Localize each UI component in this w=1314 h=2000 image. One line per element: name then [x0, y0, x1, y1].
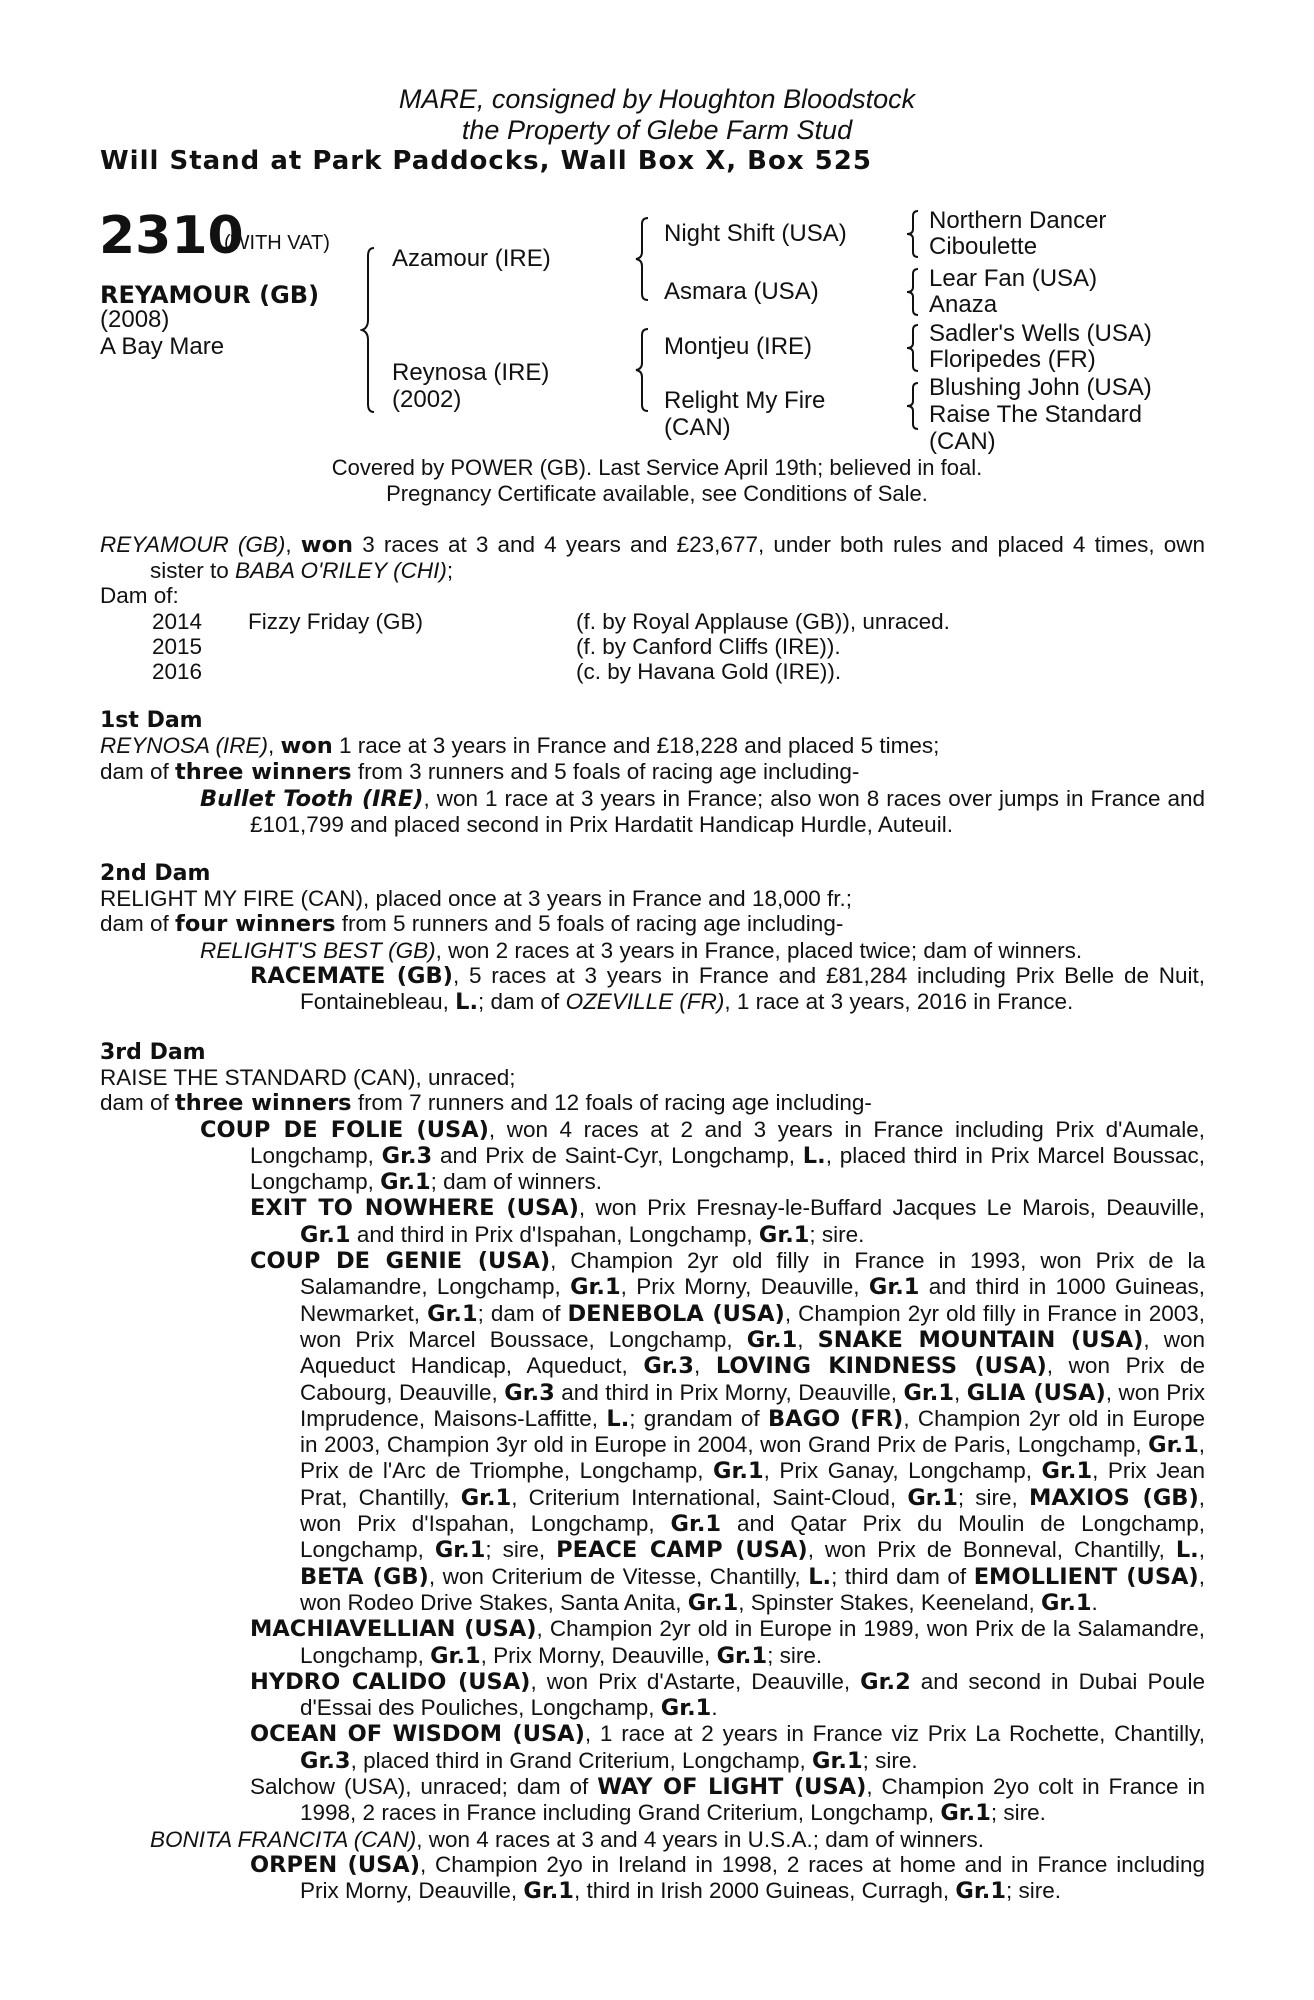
pedigree-sire-dam: Asmara (USA) — [664, 278, 819, 305]
horse-name: REYAMOUR (GB) — [100, 281, 320, 309]
covered-line: Covered by POWER (GB). Last Service April 19th; believed in foal. — [331, 455, 983, 480]
second-dam-text: RELIGHT MY FIRE (CAN), placed once at 3 years in France and 18,000 fr.; dam of four winners from 5 runners and 5 foals of racing age including- RELIGHT'S BEST (GB), won 2 races at 3 years in France, placed twice; dam of winners. RACEMATE (GB), 5 races at 3 years in France and £81,284 including Prix Belle de Nuit, Fontainebleau, L.; dam of OZEVILLE (FR), 1 race at 3 years, 2016 in France. — [100, 886, 1205, 1016]
pedigree-brace-sire — [634, 214, 660, 304]
first-dam-text: REYNOSA (IRE), won 1 race at 3 years in France and £18,228 and placed 5 times; dam of three winners from 3 runners and 5 foals of racing age including- Bullet Tooth (IRE), won 1 race at 3 years in France; also won 8 races over jumps in France and £101,799 and placed second in Prix Hardatit Handicap Hurdle, Auteuil. — [100, 733, 1206, 837]
produce-note-2015: (f. by Canford Cliffs (IRE)). — [576, 634, 841, 659]
produce-year-2015: 2015 — [152, 634, 203, 659]
pedigree-g3-8: Raise The Standard — [929, 401, 1143, 428]
second-dam-heading: 2nd Dam — [100, 861, 211, 886]
pedigree-dam-dam-country: (CAN) — [664, 414, 731, 441]
stand-location: Will Stand at Park Paddocks, Wall Box X, Box 525 — [100, 146, 872, 176]
produce-year-2016: 2016 — [152, 659, 203, 684]
pedigree-g3-1: Northern Dancer — [929, 207, 1107, 234]
pedigree-g3-4: Anaza — [929, 291, 998, 318]
pedigree-brace-g3a — [904, 208, 926, 260]
pedigree-dam-year: (2002) — [392, 386, 462, 413]
mare-record — [100, 532, 1205, 584]
pedigree-g3-9: (CAN) — [929, 428, 996, 455]
pedigree-dam-sire: Montjeu (IRE) — [664, 333, 813, 360]
pedigree-g3-2: Ciboulette — [929, 233, 1038, 260]
produce-name-2014: Fizzy Friday (GB) — [248, 609, 424, 634]
property-line: the Property of Glebe Farm Stud — [461, 115, 853, 145]
pedigree-g3-7: Blushing John (USA) — [929, 374, 1152, 401]
produce-note-2014: (f. by Royal Applause (GB)), unraced. — [576, 609, 950, 634]
vat-label: (WITH VAT) — [224, 232, 330, 254]
pedigree-sire: Azamour (IRE) — [392, 245, 551, 272]
lot-number: 2310 — [99, 206, 244, 266]
pedigree-brace-g3c — [904, 322, 926, 374]
mare-record-text: REYAMOUR (GB), won 3 races at 3 and 4 years and £23,677, under both rules and placed 4 times, own sister to BABA O'RILEY (CHI); — [100, 532, 1205, 584]
pedigree-brace-g3b — [904, 266, 926, 318]
horse-description: A Bay Mare — [100, 333, 225, 360]
produce-note-2016: (c. by Havana Gold (IRE)). — [576, 659, 842, 684]
pedigree-brace-g3d — [904, 380, 926, 432]
third-dam-heading: 3rd Dam — [100, 1040, 206, 1065]
pedigree-brace-gen1 — [360, 240, 390, 420]
pedigree-sire-sire: Night Shift (USA) — [664, 220, 847, 247]
first-dam-heading: 1st Dam — [100, 708, 203, 733]
pedigree-g3-5: Sadler's Wells (USA) — [929, 320, 1152, 347]
pregnancy-line: Pregnancy Certificate available, see Conditions of Sale. — [386, 481, 928, 506]
third-dam-text: RAISE THE STANDARD (CAN), unraced; dam of three winners from 7 runners and 12 foals of racing age including- COUP DE FOLIE (USA), won 4 races at 2 and 3 years in France including Prix d'Aumale, Longchamp, Gr.3 and Prix de Saint-Cyr, Longchamp, L., placed third in Prix Marcel Boussac, Longchamp, Gr.1; dam of winners. EXIT TO NOWHERE (USA), won Prix Fresnay-le-Buffard Jacques Le Marois, Deauville, Gr.1 and third in Prix d'Ispahan, Longchamp, Gr.1; sire. COUP DE GENIE (USA), Champion 2yr old filly in France in 1993, won Prix de la Salamandre, Longchamp, Gr.1, Prix Morny, Deauville, Gr.1 and third in 1000 Guineas, Newmarket, Gr.1; dam of DENEBOLA (USA), Champion 2yr old filly in France in 2003, won Prix Marcel Boussace, Longchamp, Gr.1, SNAKE MOUNTAIN (USA), won Aqueduct Handicap, Aqueduct, Gr.3, LOVING KINDNESS (USA), won Prix de Cabourg, Deauville, Gr.3 and third in Prix Morny, Deauville, Gr.1, GLIA (USA), won Prix Imprudence, Maisons-Laffitte, L.; grandam of BAGO (FR), Champion 2yr old in Europe in 2003, Champion 3yr old in Europe in 2004, won Grand Prix de Paris, Longchamp, Gr.1, Prix de l'Arc de Triomphe, Longchamp, Gr.1, Prix Ganay, Longchamp, Gr.1, Prix Jean Prat, Chantilly, Gr.1, Criterium International, Saint-Cloud, Gr.1; sire, MAXIOS (GB), won Prix d'Ispahan, Longchamp, Gr.1 and Qatar Prix du Moulin de Longchamp, Longchamp, Gr.1; sire, PEACE CAMP (USA), won Prix de Bonneval, Chantilly, L., BETA (GB), won Criterium de Vitesse, Chantilly, L.; third dam of EMOLLIENT (USA), won Rodeo Drive Stakes, Santa Anita, Gr.1, Spinster Stakes, Keeneland, Gr.1. MACHIAVELLIAN (USA), Champion 2yr old in Europe in 1989, won Prix de la Salamandre, Longchamp, Gr.1, Prix Morny, Deauville, Gr.1; sire. HYDRO CALIDO (USA), won Prix d'Astarte, Deauville, Gr.2 and second in Dubai Poule d'Essai des Pouliches, Longchamp, Gr.1. OCEAN OF WISDOM (USA), 1 race at 2 years in France viz Prix La Rochette, Chantilly, Gr.3, placed third in Grand Criterium, Longchamp, Gr.1; sire. Salchow (USA), unraced; dam of WAY OF LIGHT (USA), Champion 2yo colt in France in 1998, 2 races in France including Grand Criterium, Longchamp, Gr.1; sire. BONITA FRANCITA (CAN), won 4 races at 3 and 4 years in U.S.A.; dam of winners. ORPEN (USA), Champion 2yo in Ireland in 1998, 2 races at home and in France including Prix Morny, Deauville, Gr.1, third in Irish 2000 Guineas, Curragh, Gr.1; sire. — [100, 1065, 1206, 1905]
horse-year: (2008) — [100, 306, 170, 333]
consignor-line: MARE, consigned by Houghton Bloodstock — [398, 84, 916, 114]
produce-year-2014: 2014 — [152, 609, 203, 634]
pedigree-brace-dam — [634, 325, 660, 415]
pedigree-g3-3: Lear Fan (USA) — [929, 265, 1098, 292]
pedigree-dam-dam: Relight My Fire — [664, 387, 826, 414]
pedigree-g3-6: Floripedes (FR) — [929, 346, 1096, 373]
dam-of-label: Dam of: — [100, 583, 179, 608]
pedigree-dam: Reynosa (IRE) — [392, 359, 550, 386]
